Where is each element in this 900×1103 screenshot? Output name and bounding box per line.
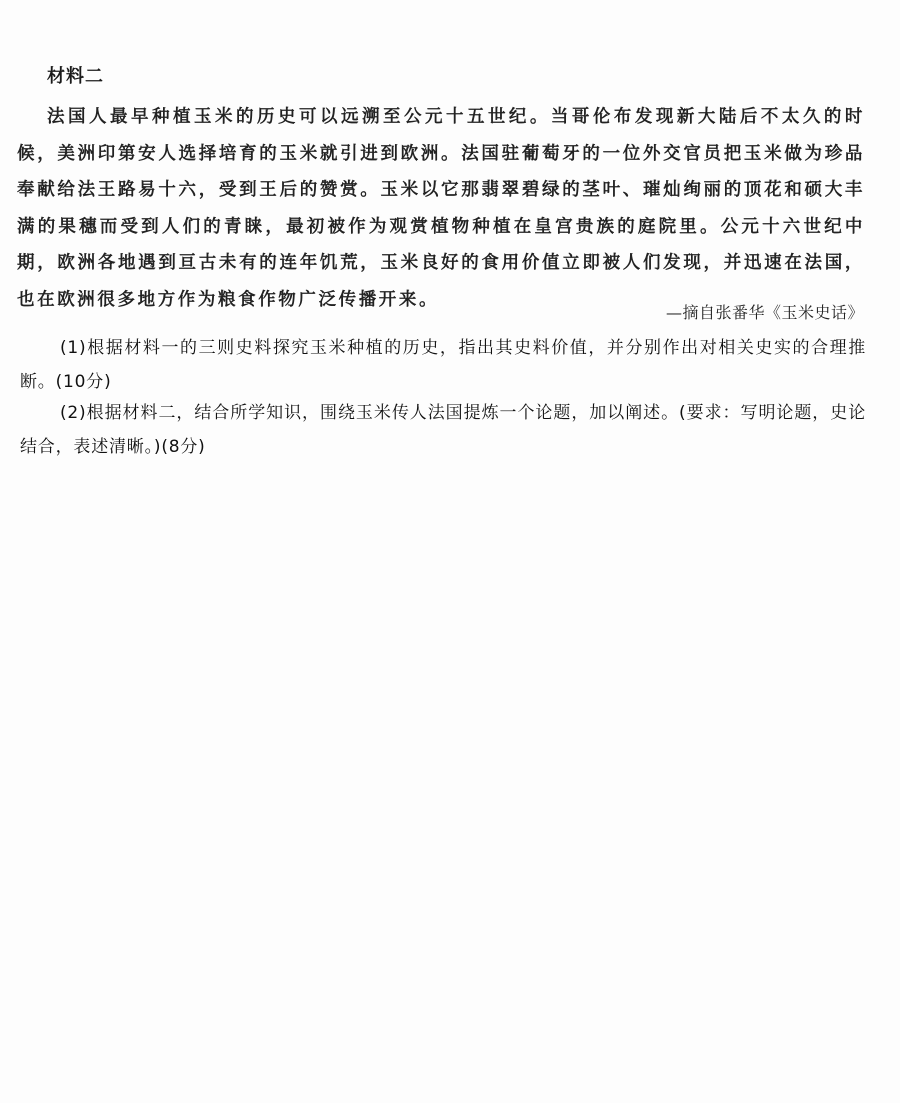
question-1: (1)根据材料一的三则史料探究玉米种植的历史，指出其史料价值，并分别作出对相关史实的合理推断。(10分) [20,338,866,392]
material-heading: 材料二 [47,66,104,87]
question-2: (2)根据材料二，结合所学知识，围绕玉米传人法国提炼一个论题，加以阐述。(要求：写明论题，史论结合，表述清晰。)(8分) [20,403,866,457]
material-passage: 法国人最早种植玉米的历史可以远溯至公元十五世纪。当哥伦布发现新大陆后不太久的时候，美洲印第安人选择培育的玉米就引进到欧洲。法国驻葡萄牙的一位外交官员把玉米做为珍品奉献给法王路易十六，受到王后的赞赏。玉米以它那翡翠碧绿的茎叶、璀灿绚丽的顶花和硕大丰满的果穗而受到人们的青睐，最初被作为观赏植物种植在皇宫贵族的庭院里。公元十六世纪中期，欧洲各地遇到亘古未有的连年饥荒，玉米良好的食用价值立即被人们发现，并迅速在法国，也在欧洲很多地方作为粮食作物广泛传播开来。 [17,107,865,310]
source-citation: —摘自张番华《玉米史话》 [665,303,864,322]
